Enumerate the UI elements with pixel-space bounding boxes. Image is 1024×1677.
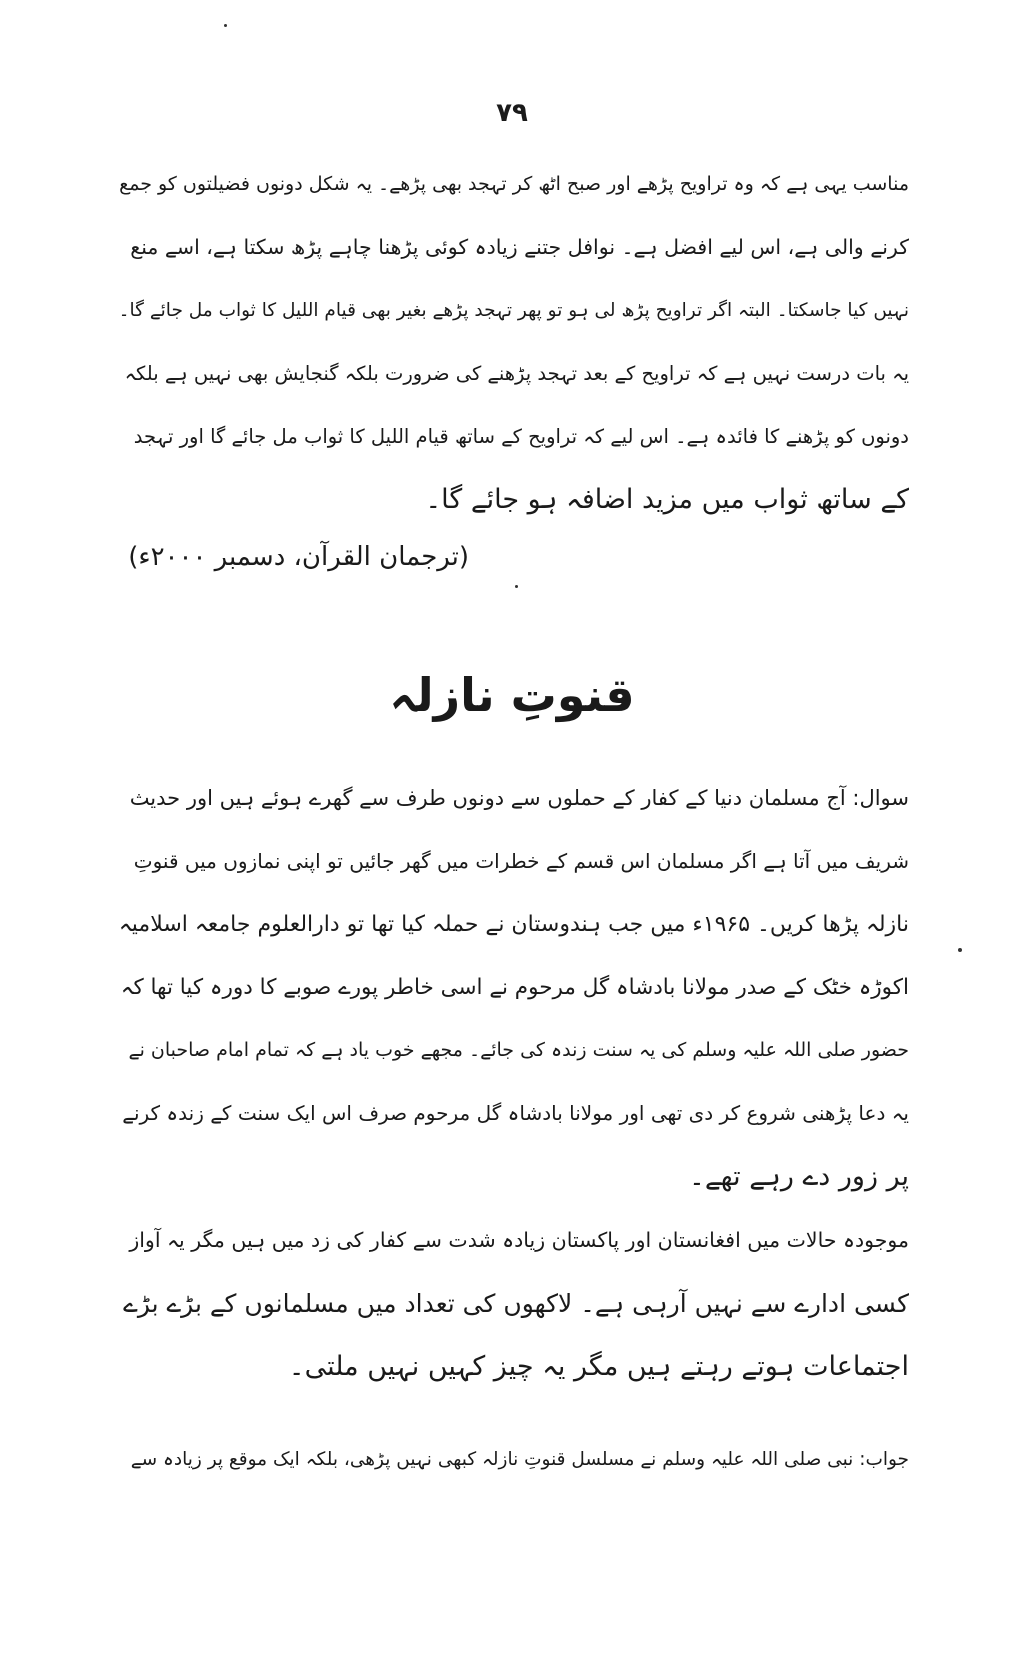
text-line: حضور صلی اللہ علیہ وسلم کی یہ سنت زندہ کی جائے۔ مجھے خوب یاد ہے کہ تمام امام صاحبان نے [128, 1039, 909, 1061]
text-line: نہیں کیا جاسکتا۔ البتہ اگر تراویح پڑھ لی ہو تو پھر تہجد پڑھے بغیر بھی قیام اللیل کا ثواب مل جائے گا۔ [119, 300, 909, 321]
scan-speck [958, 948, 962, 952]
answer-paragraph [119, 1428, 909, 1491]
text-line: دونوں کو پڑھنے کا فائدہ ہے۔ اس لیے کہ تراویح کے ساتھ قیام اللیل کا ثواب مل جائے گا اور تہجد [133, 425, 909, 448]
text-line: سوال: آج مسلمان دنیا کے کفار کے حملوں سے دونوں طرف سے گھرے ہوئے ہیں اور حدیث [129, 786, 909, 810]
section-heading: قنوتِ نازلہ [389, 668, 635, 722]
text-line: جواب: نبی صلی اللہ علیہ وسلم نے مسلسل قنوتِ نازلہ کبھی نہیں پڑھی، بلکہ ایک موقع پر زیادہ سے [130, 1449, 909, 1470]
text-line: یہ دعا پڑھنی شروع کر دی تھی اور مولانا بادشاہ گل مرحوم صرف اس ایک سنت کے زندہ کرنے [122, 1101, 909, 1125]
text-line: پر زور دے رہے تھے۔ [689, 1161, 909, 1192]
text-line: اکوڑہ خٹک کے صدر مولانا بادشاہ گل مرحوم نے اسی خاطر پورے صوبے کا دورہ کیا تھا کہ [120, 975, 909, 1000]
text-line: یہ بات درست نہیں ہے کہ تراویح کے بعد تہجد پڑھنے کی ضرورت بلکہ گنجایش بھی نہیں ہے بلکہ [124, 362, 909, 385]
citation: (ترجمان القرآن، دسمبر ۲۰۰۰ء) [128, 542, 469, 572]
page-number: ۷۹ [496, 98, 528, 128]
scan-speck [224, 24, 227, 27]
text-line: کے ساتھ ثواب میں مزید اضافہ ہو جائے گا۔ [425, 484, 909, 515]
text-line: اجتماعات ہوتے رہتے ہیں مگر یہ چیز کہیں نہیں ملتی۔ [288, 1351, 909, 1382]
text-line: مناسب یہی ہے کہ وہ تراویح پڑھے اور صبح اٹھ کر تہجد بھی پڑھے۔ یہ شکل دونوں فضیلتوں کو جمع [119, 173, 909, 195]
text-line: موجودہ حالات میں افغانستان اور پاکستان زیادہ شدت سے کفار کی زد میں ہیں مگر یہ آواز [129, 1228, 909, 1252]
text-line: شریف میں آتا ہے اگر مسلمان اس قسم کے خطرات میں گھر جائیں تو اپنی نمازوں میں قنوتِ [133, 849, 909, 873]
text-line: نازلہ پڑھا کریں۔ ۱۹۶۵ء میں جب ہندوستان نے حملہ کیا تھا تو دارالعلوم جامعہ اسلامیہ [119, 912, 909, 937]
section1-paragraph [119, 153, 909, 531]
question-paragraph-continued [119, 1209, 909, 1398]
text-line: کسی ادارے سے نہیں آرہی ہے۔ لاکھوں کی تعداد میں مسلمانوں کے بڑے بڑے [123, 1289, 909, 1318]
text-line: کرنے والی ہے، اس لیے افضل ہے۔ نوافل جتنے زیادہ کوئی پڑھنا چاہے پڑھ سکتا ہے، اسے منع [130, 235, 909, 259]
question-paragraph [119, 767, 909, 1208]
scan-speck [515, 585, 518, 588]
